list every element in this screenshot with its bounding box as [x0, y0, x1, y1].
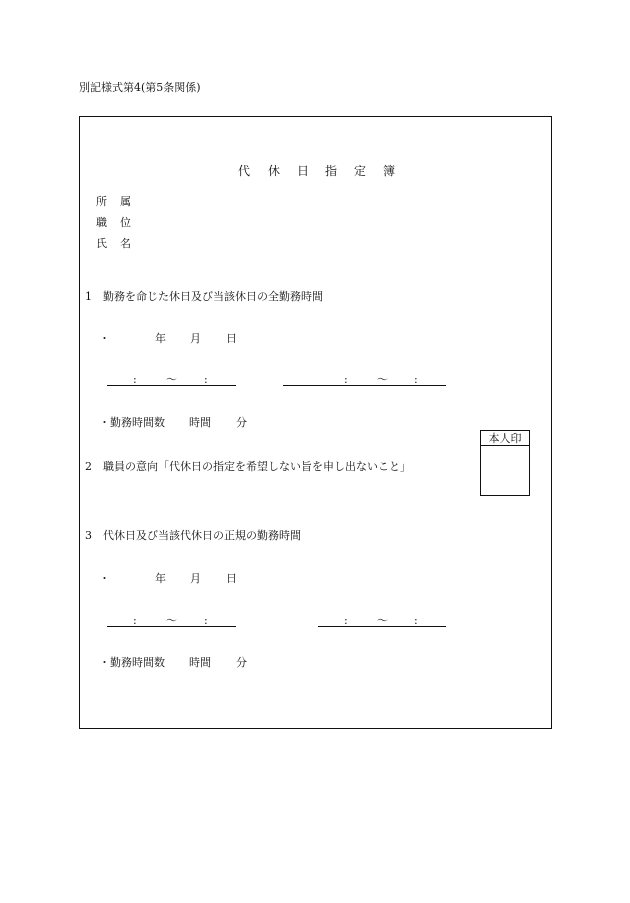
- form-number: 別記様式第4(第5条関係): [79, 81, 201, 94]
- section2-heading: 2 職員の意向「代休日の指定を希望しない旨を申し出ないこと」: [85, 460, 411, 473]
- time-tilde: 〜: [377, 373, 388, 386]
- month-label: 月: [190, 572, 201, 585]
- title-char: 指: [325, 164, 338, 178]
- title-char: 代: [238, 164, 251, 178]
- hours-unit: 時間: [189, 416, 211, 429]
- section3-heading: 3 代休日及び当該代休日の正規の勤務時間: [85, 529, 301, 542]
- section1-heading: 1 勤務を命じた休日及び当該休日の全勤務時間: [85, 290, 323, 303]
- hours-label: ・勤務時間数: [99, 416, 165, 429]
- hours-label: ・勤務時間数: [99, 656, 165, 669]
- time-colon: :: [344, 614, 348, 627]
- minutes-unit: 分: [236, 416, 247, 429]
- year-label: 年: [155, 332, 166, 345]
- underline: [107, 626, 236, 627]
- hours-unit: 時間: [189, 656, 211, 669]
- seal-label: 本人印: [481, 431, 529, 446]
- bullet: ・: [99, 332, 110, 345]
- time-colon: :: [344, 373, 348, 386]
- underline: [283, 385, 446, 386]
- underline: [318, 626, 446, 627]
- underline: [107, 385, 236, 386]
- title-char: 定: [354, 164, 367, 178]
- time-colon: :: [414, 373, 418, 386]
- title-char: 日: [297, 164, 310, 178]
- field-label-char: 属: [120, 195, 131, 208]
- title-char: 休: [268, 164, 281, 178]
- minutes-unit: 分: [236, 656, 247, 669]
- seal-box: [480, 430, 530, 496]
- field-label-char: 名: [120, 237, 131, 250]
- field-label-char: 職: [96, 216, 107, 229]
- title-char: 簿: [383, 164, 396, 178]
- time-colon: :: [204, 373, 208, 386]
- bullet: ・: [99, 572, 110, 585]
- time-colon: :: [133, 373, 137, 386]
- time-colon: :: [414, 614, 418, 627]
- year-label: 年: [155, 572, 166, 585]
- time-tilde: 〜: [166, 614, 177, 627]
- month-label: 月: [190, 332, 201, 345]
- field-label-char: 所: [96, 195, 107, 208]
- time-colon: :: [204, 614, 208, 627]
- time-tilde: 〜: [166, 373, 177, 386]
- day-label: 日: [226, 572, 237, 585]
- field-label-char: 位: [120, 216, 131, 229]
- time-colon: :: [133, 614, 137, 627]
- time-tilde: 〜: [377, 614, 388, 627]
- field-label-char: 氏: [96, 237, 107, 250]
- day-label: 日: [226, 332, 237, 345]
